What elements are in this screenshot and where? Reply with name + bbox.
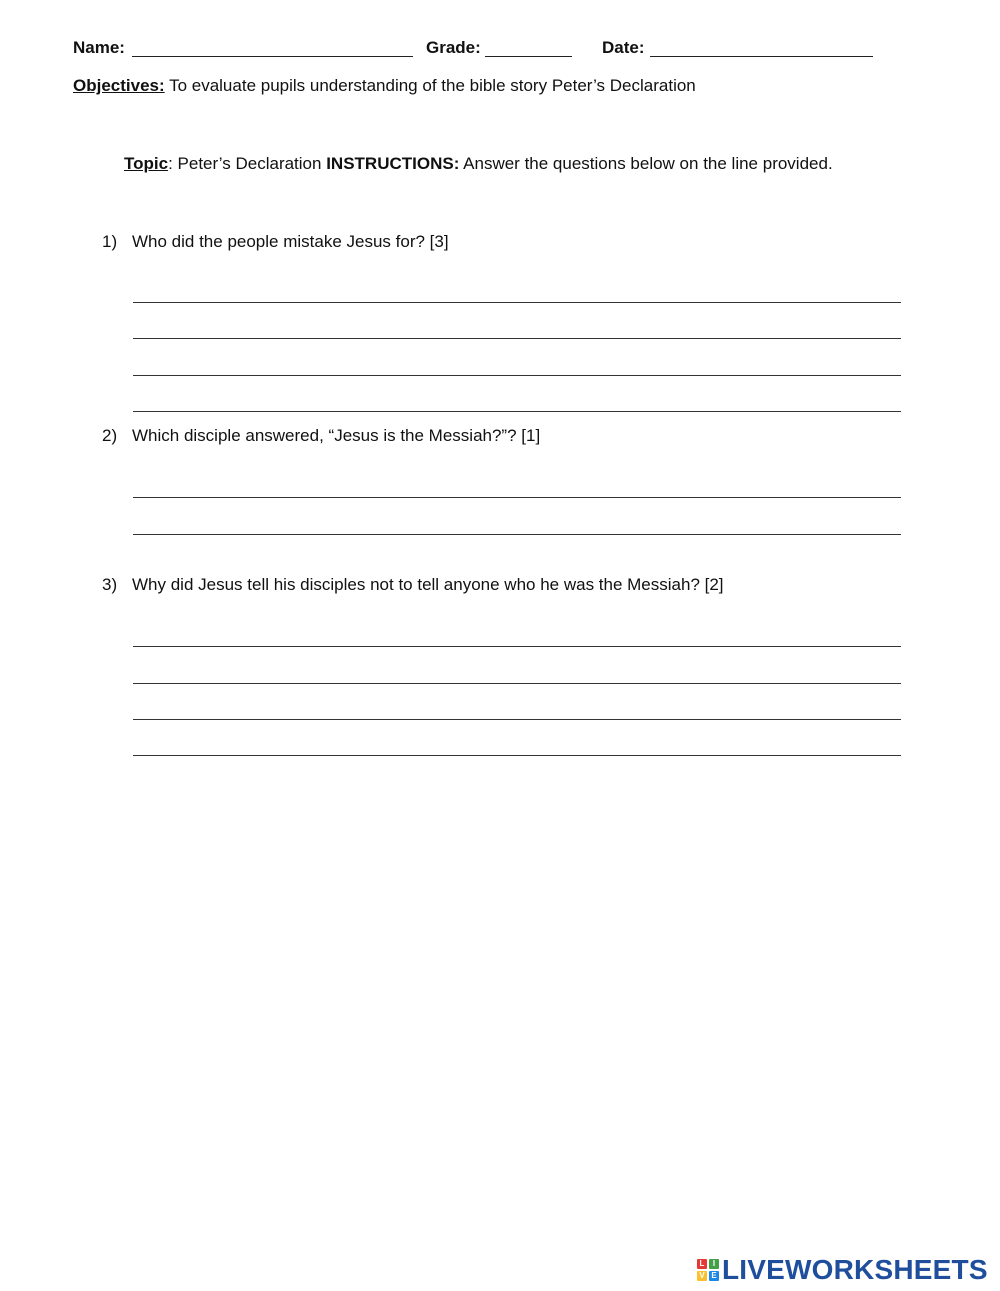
logo-block: E (709, 1271, 719, 1281)
objectives (73, 76, 696, 96)
grade-field[interactable] (485, 56, 572, 57)
logo-block: L (697, 1259, 707, 1269)
logo-blocks-icon (697, 1259, 719, 1281)
logo-block: I (709, 1259, 719, 1269)
topic-label: Topic (124, 154, 169, 173)
objectives-text: To evaluate pupils understanding of the bible story Peter’s Declaration (164, 76, 696, 95)
date-field[interactable] (650, 56, 873, 57)
liveworksheets-logo (697, 1253, 988, 1287)
topic-instructions (124, 154, 833, 174)
name-label: Name: (73, 38, 125, 57)
name-field[interactable] (132, 56, 413, 57)
answer-line[interactable] (133, 338, 901, 339)
objectives-label: Objectives: (73, 76, 165, 95)
answer-line[interactable] (133, 719, 901, 720)
answer-line[interactable] (133, 411, 901, 412)
question-text: Who did the people mistake Jesus for? [3] (132, 232, 449, 251)
logo-text: LIVEWORKSHEETS (722, 1254, 988, 1285)
answer-line[interactable] (133, 302, 901, 303)
answer-line[interactable] (133, 497, 901, 498)
instructions-label: INSTRUCTIONS: (326, 154, 460, 173)
answer-line[interactable] (133, 534, 901, 535)
answer-line[interactable] (133, 375, 901, 376)
answer-line[interactable] (133, 683, 901, 684)
instructions-text: Answer the questions below on the line provided. (459, 154, 833, 173)
question-number: 2) (102, 426, 118, 445)
logo-block: V (697, 1271, 707, 1281)
question-number: 1) (102, 232, 118, 251)
topic-text: : Peter’s Declaration (168, 154, 327, 173)
question-text: Which disciple answered, “Jesus is the Messiah?”? [1] (132, 426, 541, 445)
question-number: 3) (102, 575, 118, 594)
question-text: Why did Jesus tell his disciples not to tell anyone who he was the Messiah? [2] (132, 575, 724, 594)
answer-line[interactable] (133, 646, 901, 647)
grade-label: Grade: (426, 38, 481, 57)
answer-line[interactable] (133, 755, 901, 756)
date-label: Date: (602, 38, 645, 57)
